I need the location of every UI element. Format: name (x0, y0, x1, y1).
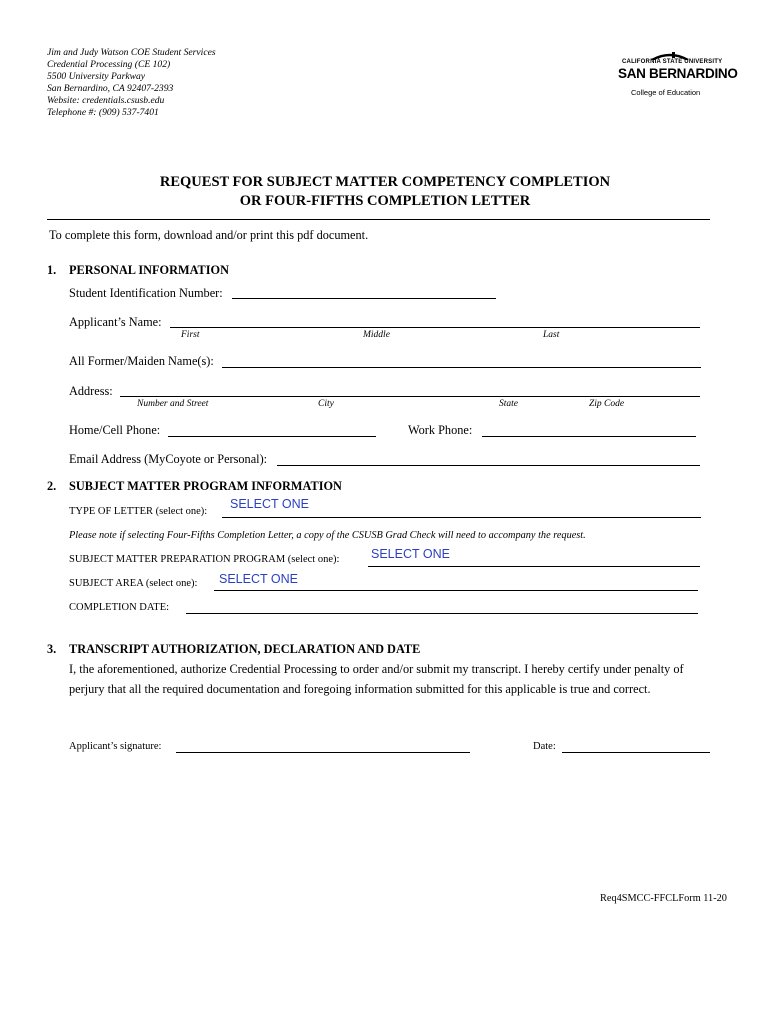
name-middle-caption: Middle (363, 330, 390, 340)
university-logo (618, 52, 738, 100)
date-label: Date: (533, 741, 556, 752)
office-address-block (47, 47, 216, 119)
title-divider (47, 219, 710, 220)
former-names-field[interactable] (222, 367, 701, 368)
name-last-caption: Last (543, 330, 560, 340)
office-room: Credential Processing (CE 102) (47, 59, 171, 70)
section2-heading: SUBJECT MATTER PROGRAM INFORMATION (69, 479, 342, 493)
letter-type-label: TYPE OF LETTER (select one): (69, 506, 208, 517)
address-city-caption: City (318, 399, 334, 409)
student-id-label: Student Identification Number: (69, 286, 223, 300)
student-id-field[interactable] (232, 298, 496, 299)
applicant-name-field[interactable] (170, 327, 700, 328)
date-field[interactable] (562, 752, 710, 753)
signature-label: Applicant’s signature: (69, 741, 162, 752)
subject-area-select[interactable]: SELECT ONE (219, 572, 298, 586)
program-underline (368, 566, 700, 567)
applicant-name-label: Applicant’s Name: (69, 315, 162, 329)
section3-number: 3. (47, 642, 57, 656)
logo-line-university: CALIFORNIA STATE UNIVERSITY (622, 59, 723, 65)
address-field[interactable] (120, 396, 700, 397)
address-label: Address: (69, 384, 113, 398)
section2-number: 2. (47, 479, 57, 493)
logo-line-campus: SAN BERNARDINO (618, 66, 738, 81)
office-website: Website: credentials.csusb.edu (47, 95, 165, 106)
completion-date-field[interactable] (186, 613, 698, 614)
program-select[interactable]: SELECT ONE (371, 547, 450, 561)
address-street-caption: Number and Street (137, 399, 209, 409)
office-name: Jim and Judy Watson COE Student Services (47, 47, 216, 58)
home-phone-label: Home/Cell Phone: (69, 423, 161, 437)
signature-field[interactable] (176, 752, 470, 753)
email-field[interactable] (277, 465, 700, 466)
home-phone-field[interactable] (168, 436, 376, 437)
office-street: 5500 University Parkway (47, 71, 146, 82)
letter-type-select[interactable]: SELECT ONE (230, 497, 309, 511)
section1-number: 1. (47, 263, 57, 277)
office-telephone: Telephone #: (909) 537-7401 (47, 107, 159, 118)
subject-area-label: SUBJECT AREA (select one): (69, 578, 198, 589)
declaration-line2: perjury that all the required documentation and foregoing information submitted for this applicable is true and correct. (69, 682, 651, 696)
work-phone-label: Work Phone: (408, 423, 473, 437)
declaration-line1: I, the aforementioned, authorize Credential Processing to order and/or submit my transcript. I hereby certify under penalty of (69, 662, 684, 676)
subject-area-underline (214, 590, 698, 591)
section3-heading: TRANSCRIPT AUTHORIZATION, DECLARATION AND DATE (69, 642, 421, 656)
logo-line-college: College of Education (631, 88, 701, 97)
form-title-line2: OR FOUR-FIFTHS COMPLETION LETTER (239, 193, 531, 209)
office-city: San Bernardino, CA 92407-2393 (47, 83, 174, 94)
work-phone-field[interactable] (482, 436, 696, 437)
form-code: Req4SMCC-FFCLForm 11-20 (600, 893, 727, 904)
program-label: SUBJECT MATTER PREPARATION PROGRAM (select one): (69, 554, 340, 565)
address-zip-caption: Zip Code (589, 399, 625, 409)
name-first-caption: First (181, 330, 200, 340)
intro-text: To complete this form, download and/or print this pdf document. (49, 228, 369, 242)
email-label: Email Address (MyCoyote or Personal): (69, 452, 268, 466)
former-names-label: All Former/Maiden Name(s): (69, 354, 214, 368)
letter-type-underline (222, 517, 701, 518)
completion-date-label: COMPLETION DATE: (69, 602, 170, 613)
address-state-caption: State (499, 399, 518, 409)
form-title-line1: REQUEST FOR SUBJECT MATTER COMPETENCY COMPLETION (159, 174, 611, 190)
section1-heading: PERSONAL INFORMATION (69, 263, 229, 277)
four-fifths-note: Please note if selecting Four-Fifths Completion Letter, a copy of the CSUSB Grad Check will need to accompany the request. (69, 530, 586, 541)
